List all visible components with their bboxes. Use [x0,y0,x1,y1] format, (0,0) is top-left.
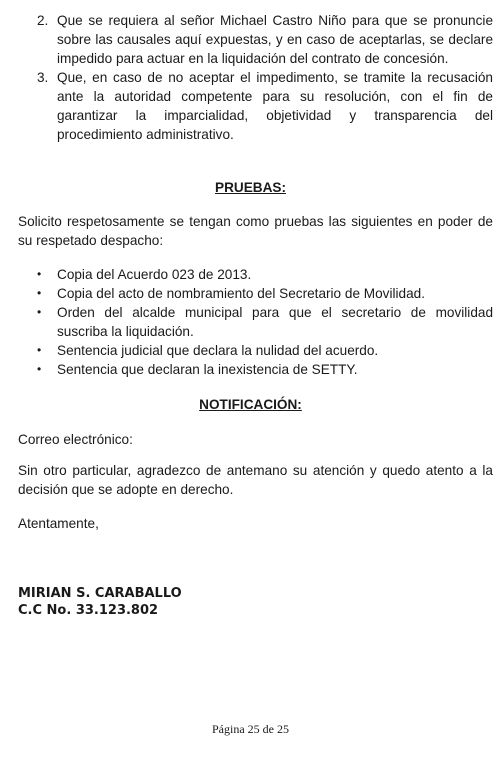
petition-number: 3. [37,70,49,85]
petition-text: Que se requiera al señor Michael Castro Niño para que se pronuncie sobre las causales aquí expuestas, y en caso de aceptarlas, se declare impedido para actuar en la liquidación del contrato de concesión. [57,13,493,66]
closing-text: Sin otro particular, agradezco de antemano su atención y quedo atento a la decisión que se adopte en derecho. [18,463,493,497]
evidence-text: Copia del Acuerdo 023 de 2013. [57,267,252,282]
evidence-text: Orden del alcalde municipal para que el secretario de movilidad suscriba la liquidación. [57,305,493,339]
petitions-list [37,11,493,144]
evidence-item [37,284,493,303]
petition-item [37,68,493,144]
email-label: Correo electrónico: [18,432,133,447]
notificacion-heading: NOTIFICACIÓN: [199,397,302,412]
evidence-list [37,265,493,379]
page-number: Página 25 de 25 [212,722,289,736]
evidence-text: Sentencia que declaran la inexistencia de SETTY. [57,362,358,377]
bullet-icon: • [37,286,42,300]
bullet-icon: • [37,305,42,319]
evidence-item [37,265,493,284]
evidence-text: Copia del acto de nombramiento del Secretario de Movilidad. [57,286,425,301]
pruebas-intro: Solicito respetosamente se tengan como pruebas las siguientes en poder de su respetado despacho: [18,214,493,248]
bullet-icon: • [37,343,42,357]
evidence-item [37,303,493,341]
petition-number: 2. [37,13,49,28]
evidence-item [37,360,493,379]
petition-text: Que, en caso de no aceptar el impedimento, se tramite la recusación ante la autoridad competente para su resolución, con el fin de garantizar la imparcialidad, objetividad y transparencia del procedimiento administrativo. [57,70,493,142]
evidence-text: Sentencia judicial que declara la nulidad del acuerdo. [57,343,379,358]
signer-id: C.C No. 33.123.802 [18,603,159,618]
bullet-icon: • [37,362,42,376]
signer-name: MIRIAN S. CARABALLO [18,586,182,601]
bullet-icon: • [37,267,42,281]
pruebas-heading: PRUEBAS: [215,180,286,195]
evidence-item [37,341,493,360]
petition-item [37,11,493,68]
salutation: Atentamente, [18,516,99,531]
